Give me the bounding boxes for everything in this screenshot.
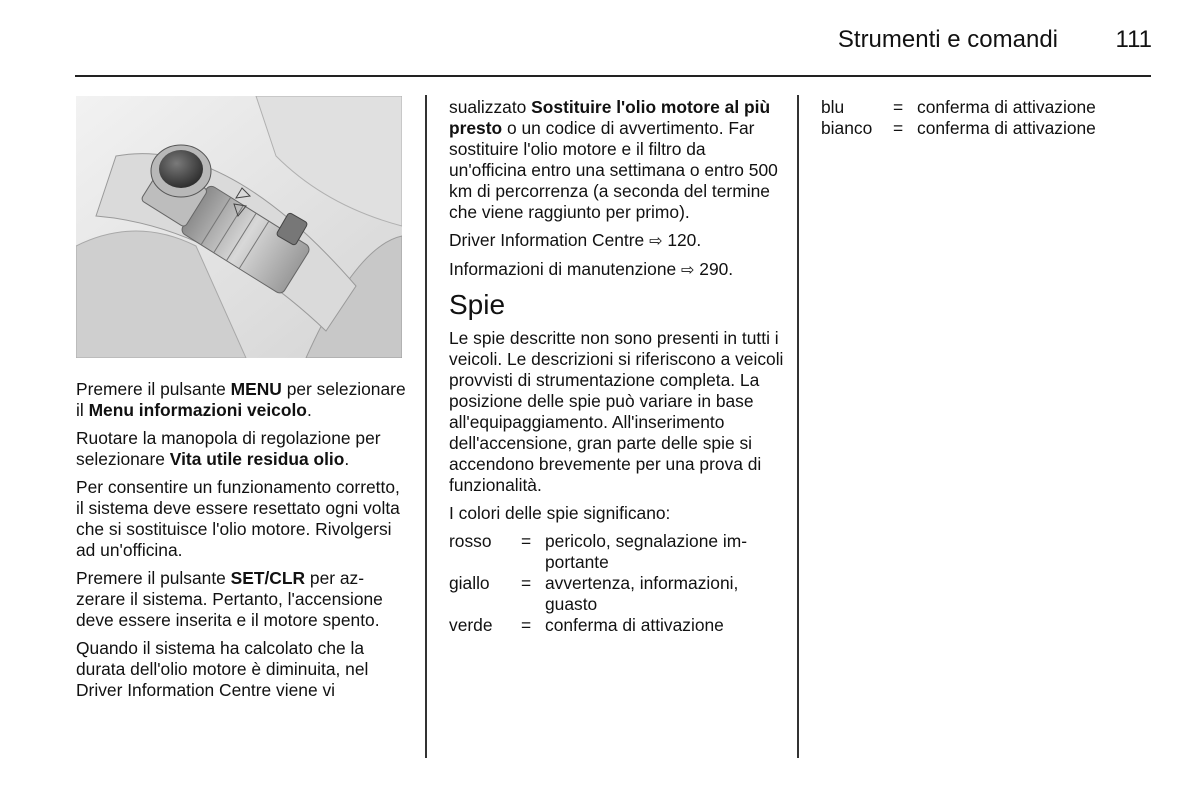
- equals-sign: =: [521, 615, 532, 635]
- setclr-button-label: SET/CLR: [230, 568, 306, 588]
- message-label: Sostituire l'olio motore al più presto: [449, 97, 771, 138]
- column-2: [449, 97, 784, 636]
- color-definition-list: [821, 97, 1151, 139]
- color-description: pericolo, segnalazione importante: [545, 531, 748, 572]
- text: sualizzato: [449, 97, 532, 117]
- color-definition-list: [449, 531, 784, 636]
- equals-sign: =: [521, 573, 532, 593]
- page-ref: 290.: [699, 259, 734, 279]
- color-description: avvertenza, informazioni, guasto: [545, 573, 739, 614]
- page-reference-arrow-icon: ⇨: [649, 233, 663, 250]
- column-divider-2: [797, 95, 799, 758]
- color-term: blu: [821, 97, 845, 117]
- text: per selezionare il: [76, 379, 406, 420]
- equals-sign: =: [893, 97, 904, 117]
- text: o un codice di avvertimento. Far sostituire l'olio motore e il filtro da un'officina entro una settimana o entro 500 km di percorrenza (a seconda del termine che viene raggiunto per primo).: [449, 118, 778, 222]
- color-description: conferma di attivazione: [917, 118, 1096, 138]
- color-term: verde: [449, 615, 493, 635]
- text: Driver Information Centre: [449, 230, 645, 250]
- control-stalk-icon: [76, 96, 402, 358]
- paragraph-reset-info: Per consentire un funzionamento corretto, il sistema deve essere resettato ogni volta che si sostituisce l'olio motore. Rivolgersi ad un'officina.: [76, 477, 400, 560]
- section-title: Spie: [449, 289, 506, 320]
- color-term: rosso: [449, 531, 492, 551]
- paragraph-oil-life: Quando il sistema ha calcolato che la durata dell'olio motore è diminuita, nel Driver Information Centre viene vi: [76, 638, 369, 700]
- color-term: giallo: [449, 573, 490, 593]
- page-reference-arrow-icon: ⇨: [681, 262, 695, 279]
- menu-item-label: Menu informazioni veicolo: [88, 400, 307, 420]
- text: Premere il pulsante: [76, 379, 231, 399]
- paragraph-colors-intro: I colori delle spie significano:: [449, 503, 671, 523]
- color-description: conferma di attivazione: [917, 97, 1096, 117]
- color-term: bianco: [821, 118, 873, 138]
- text: Ruotare la manopola di regolazione per selezionare: [76, 428, 381, 469]
- color-description: conferma di attivazione: [545, 615, 724, 635]
- header-divider: [75, 75, 1151, 77]
- control-stalk-illustration: [76, 96, 402, 358]
- equals-sign: =: [521, 531, 532, 551]
- column-divider-1: [425, 95, 427, 758]
- page-ref: 120.: [667, 230, 702, 250]
- paragraph-spie: Le spie descritte non sono presenti in tutti i veicoli. Le descrizioni si riferiscono a veicoli provvisti di strumentazione completa. La posizione delle spie può variare in base all'equipaggiamento. All'inserimento dell'accensione, gran parte delle spie si accendono brevemente per una prova di funzionalità.: [449, 328, 784, 495]
- column-3: [821, 97, 1151, 139]
- column-1: [76, 379, 406, 708]
- text: Premere il pulsante: [76, 568, 231, 588]
- paragraph-setclr: [76, 568, 406, 631]
- text: Informazioni di manutenzione: [449, 259, 677, 279]
- paragraph-menu: [76, 379, 406, 421]
- paragraph-oil-change: [449, 97, 784, 223]
- cross-reference-dic: [449, 230, 784, 252]
- cross-reference-maintenance: [449, 259, 784, 281]
- menu-item-label: Vita utile residua olio: [169, 449, 345, 469]
- text: .: [306, 400, 312, 420]
- text: per azzerare il sistema. Pertanto, l'accensione deve essere inserita e il motore spento.: [76, 568, 383, 630]
- text: .: [344, 449, 350, 469]
- page-number: 111: [1115, 26, 1152, 53]
- paragraph-knob: [76, 428, 406, 470]
- page-header-title: Strumenti e comandi: [837, 26, 1058, 53]
- equals-sign: =: [893, 118, 904, 138]
- menu-button-label: MENU: [230, 379, 282, 399]
